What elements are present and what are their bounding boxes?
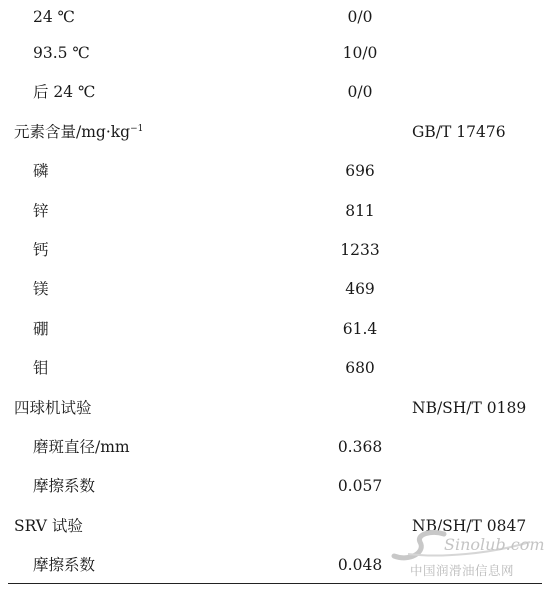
row-label	[14, 113, 143, 152]
row-value: 696	[345, 162, 375, 181]
row-label: 硼	[33, 319, 49, 338]
row-value: 0.368	[337, 437, 383, 456]
row-label: 摩擦系数	[33, 477, 96, 496]
row-label: 24 ℃	[33, 8, 75, 26]
row-label: 锌	[33, 201, 49, 220]
row-label: 磨斑直径/mm	[33, 437, 130, 456]
table-row	[0, 73, 550, 112]
table-row	[0, 349, 550, 388]
table-row	[0, 467, 550, 506]
row-label: 钼	[33, 359, 49, 378]
row-method: NB/SH/T 0847	[412, 516, 527, 535]
watermark-site-name: 中国润滑油信息网	[410, 563, 515, 578]
table-row	[0, 152, 550, 191]
row-value: 0.048	[337, 556, 383, 575]
row-label: 四球机试验	[14, 398, 92, 417]
row-label: 摩擦系数	[33, 556, 96, 575]
row-value: 0/0	[347, 8, 373, 26]
row-method: GB/T 17476	[412, 122, 506, 141]
row-method: NB/SH/T 0189	[412, 398, 527, 417]
row-label-text: 元素含量/mg·kg	[14, 122, 131, 141]
table-bottom-rule	[8, 583, 542, 584]
row-value: 469	[345, 280, 375, 299]
watermark-logo-text: Sinolub.com	[444, 535, 545, 554]
site-watermark	[380, 528, 546, 584]
row-label: 镁	[33, 280, 49, 299]
row-value: 811	[345, 201, 375, 220]
table-row	[0, 270, 550, 309]
table-row	[0, 34, 550, 73]
row-value: 1233	[340, 240, 380, 259]
table-row	[0, 192, 550, 231]
row-value: 0.057	[337, 477, 383, 496]
table-row	[0, 113, 550, 152]
table-row	[0, 0, 550, 34]
watermark-logo	[380, 528, 546, 562]
row-value: 0/0	[347, 83, 373, 102]
row-label: SRV 试验	[14, 516, 83, 535]
row-label: 钙	[33, 240, 49, 259]
unit-exponent: −1	[130, 123, 144, 134]
row-label: 93.5 ℃	[33, 44, 90, 62]
table-row	[0, 231, 550, 270]
table-row	[0, 428, 550, 467]
row-label: 磷	[33, 162, 49, 181]
row-label: 后 24 ℃	[33, 83, 96, 102]
table-row	[0, 310, 550, 349]
row-value: 680	[345, 359, 375, 378]
table-row	[0, 389, 550, 428]
row-value: 61.4	[342, 319, 378, 338]
row-value: 10/0	[342, 44, 378, 62]
